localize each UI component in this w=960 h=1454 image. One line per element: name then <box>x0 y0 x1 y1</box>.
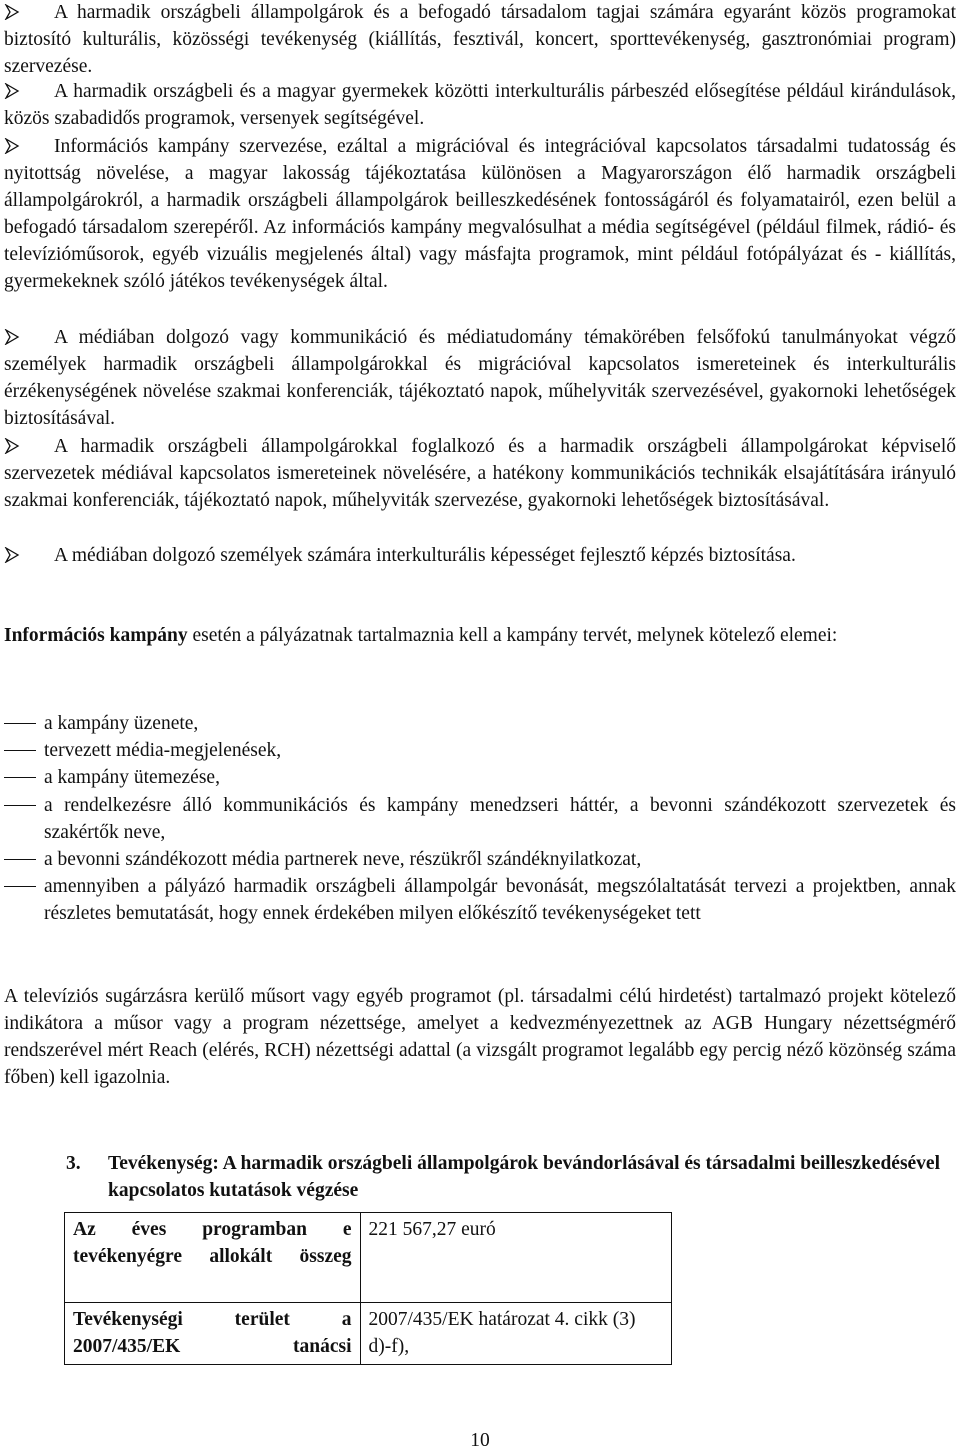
section-title: Tevékenység: A harmadik országbeli állampolgárok bevándorlásával és társadalmi beilleszkedésével kapcsolatos kutatások végzése <box>108 1153 941 1201</box>
arrow-bullet-icon <box>4 133 54 160</box>
bullet-text: A médiában dolgozó személyek számára interkulturális képességet fejlesztő képzés biztosítása. <box>54 545 796 566</box>
bullet-text: A harmadik országbeli és a magyar gyermekek közötti interkulturális párbeszéd elősegítése például kirándulások, közös szabadidős programok, versenyek segítségével. <box>4 81 956 129</box>
list-item-text: a bevonni szándékozott média partnerek neve, részükről szándéknyilatkozat, <box>44 849 642 870</box>
dash-bullet-icon <box>4 723 36 724</box>
arrow-bullet-icon <box>4 542 54 569</box>
bullet-item <box>4 78 956 132</box>
list-item-text: a kampány üzenete, <box>44 713 199 734</box>
table-value-cell: 2007/435/EK határozat 4. cikk (3) d)-f), <box>360 1303 671 1365</box>
arrow-bullet-icon <box>4 78 54 105</box>
bullet-item <box>4 133 956 295</box>
list-item-text: amennyiben a pályázó harmadik országbeli állampolgár bevonását, megszólaltatását tervezi a projektben, annak részletes bemutatását, hogy ennek érdekében milyen előkészítő tevékenységeket tett <box>44 876 956 924</box>
table-value-cell: 221 567,27 euró <box>360 1213 671 1303</box>
bullet-item <box>4 542 956 569</box>
table-label-cell: Az éves programban e tevékenyégre allokált összeg <box>65 1213 361 1303</box>
section-number: 3. <box>66 1153 81 1174</box>
bullet-text: A harmadik országbeli állampolgárokkal foglalkozó és a harmadik országbeli állampolgárokat képviselő szervezetek médiával kapcsolatos ismereteinek növelésére, a hatékony kommunikációs technikák elsajátítására irányuló szakmai konferenciák, tájékoztató napok, műhelyviták szervezése, gyakornoki lehetőségek biztosításával. <box>4 436 956 511</box>
dash-bullet-icon <box>4 886 36 887</box>
arrow-bullet-icon <box>4 0 54 26</box>
campaign-bold-lead: Információs kampány <box>4 625 188 646</box>
bullet-text: A harmadik országbeli állampolgárok és a befogadó társadalom tagjai számára egyaránt közös programokat biztosító kulturális, közösségi tevékenység (kiállítás, fesztivál, koncert, sporttevékenység, gasztronómiai program) szervezése. <box>4 2 956 77</box>
bullet-item <box>4 324 956 432</box>
arrow-bullet-icon <box>4 324 54 351</box>
page-number: 10 <box>470 1430 490 1451</box>
list-item-text: a rendelkezésre álló kommunikációs és kampány menedzseri háttér, a bevonni szándékozott szervezetek és szakértők neve, <box>44 795 956 843</box>
dash-bullet-icon <box>4 805 36 806</box>
list-item-text: tervezett média-megjelenések, <box>44 740 282 761</box>
tv-paragraph: A televíziós sugárzásra kerülő műsort vagy egyéb programot (pl. társadalmi célú hirdetést) tartalmazó projekt kötelező indikátora a műsor vagy a program nézettsége, amelyet a kedvezményezettnek az AGB Hungary nézettségmérő rendszerével mért Reach (elérés, RCH) nézettségi adattal (a vizsgált programot legalább egy percig néző közönség száma főben) kell igazolnia. <box>4 986 956 1088</box>
table-label-cell: Tevékenységi terület a 2007/435/EK tanácsi <box>65 1303 361 1365</box>
campaign-rest: esetén a pályázatnak tartalmaznia kell a kampány tervét, melynek kötelező elemei: <box>187 625 838 646</box>
campaign-paragraph <box>4 622 956 649</box>
bullet-item <box>4 0 956 80</box>
dash-bullet-icon <box>4 859 36 860</box>
table-row <box>65 1213 672 1303</box>
table-row <box>65 1303 672 1365</box>
arrow-bullet-icon <box>4 433 54 460</box>
dash-bullet-icon <box>4 777 36 778</box>
dash-bullet-icon <box>4 750 36 751</box>
bullet-text: Információs kampány szervezése, ezáltal a migrációval és integrációval kapcsolatos társadalmi tudatosság és nyitottság növelése, a magyar lakosság tájékoztatása különösen a Magyarországon élő harmadik országbeli állampolgárokról, a harmadik országbeli állampolgárok beilleszkedésének fontosságáról és folyamatairól, ezen belül a befogadó társadalom szerepéről. Az információs kampány megvalósulhat a média segítségével (például filmek, rádió- és televízióműsorok, egyéb vizuális megjelenés által) vagy másfajta programok, mint például fotópályázat és - kiállítás, gyermekeknek szóló játékos tevékenységek által. <box>4 136 956 292</box>
list-item-text: a kampány ütemezése, <box>44 767 220 788</box>
bullet-text: A médiában dolgozó vagy kommunikáció és médiatudomány témakörében felsőfokú tanulmányokat végző személyek harmadik országbeli állampolgárokkal és migrációval kapcsolatos ismereteinek és interkulturális érzékenységének növelése szakmai konferenciák, tájékoztató napok, műhelyviták szervezésével, gyakornoki lehetőségek biztosításával. <box>4 327 956 429</box>
bullet-item <box>4 433 956 514</box>
info-table <box>64 1212 672 1365</box>
